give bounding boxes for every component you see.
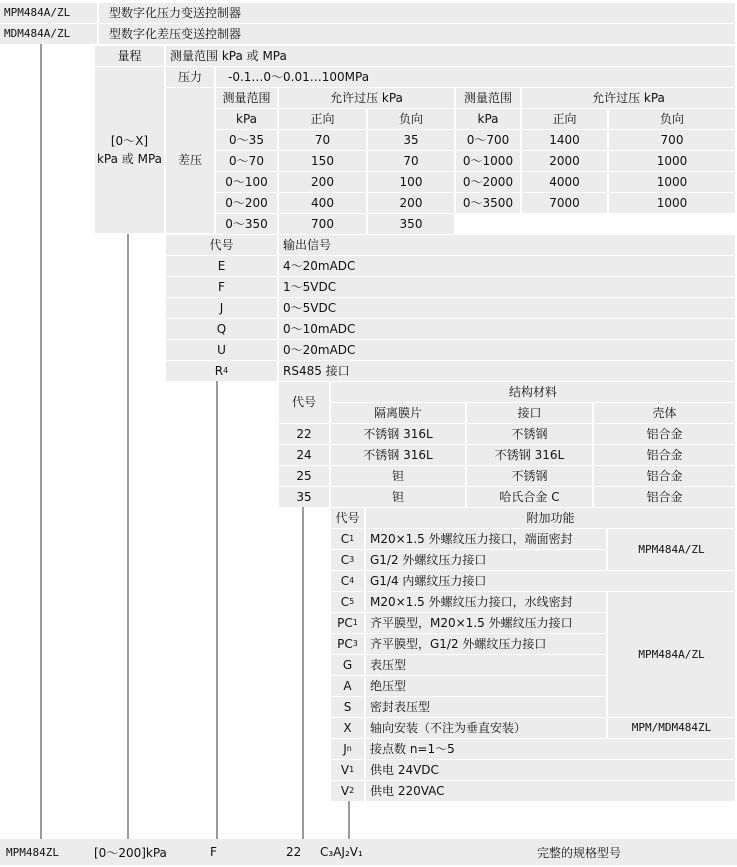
model-desc-1: 型数字化压力变送控制器: [99, 3, 735, 23]
function-desc: G1/4 内螺纹压力接口: [366, 571, 735, 591]
example-label: 完整的规格型号: [537, 845, 622, 860]
guide-line-material: [302, 507, 304, 839]
function-code: X: [331, 718, 364, 738]
material-cell: 铝合金: [594, 424, 735, 444]
material-cell: 哈氏合金 C: [467, 487, 592, 507]
diff-cell: 0～70: [216, 151, 277, 171]
example-material: 22: [286, 845, 302, 859]
diff-cell: 0～2000: [456, 172, 520, 192]
function-code: PC 1: [331, 613, 364, 633]
output-code: F: [166, 277, 277, 297]
function-desc: G1/2 外螺纹压力接口: [366, 550, 606, 570]
function-desc: 轴向安装（不注为垂直安装）: [366, 718, 606, 738]
material-cell: 钽: [331, 466, 465, 486]
diff-cell: 35: [368, 130, 454, 150]
diff-header-range-2: 测量范围: [456, 88, 520, 108]
diff-pressure-label: 差压: [166, 88, 214, 233]
function-note: MPM/MDM484ZL: [608, 718, 735, 738]
diff-cell: 1400: [522, 130, 607, 150]
diff-subheader: 负向: [609, 109, 735, 129]
output-signal: 0～20mADC: [279, 340, 735, 360]
model-code-2: MDM484A/ZL: [0, 24, 97, 44]
material-cell: 铝合金: [594, 445, 735, 465]
material-header: 壳体: [594, 403, 735, 423]
function-note: MPM484A/ZL: [608, 529, 735, 570]
diff-cell: 2000: [522, 151, 607, 171]
material-cell: 不锈钢: [467, 424, 592, 444]
material-cell: 钽: [331, 487, 465, 507]
function-code: V 1: [331, 760, 364, 780]
function-desc: 绝压型: [366, 676, 606, 696]
guide-line-output: [216, 381, 218, 839]
guide-line-model: [40, 44, 42, 839]
function-code: J n: [331, 739, 364, 759]
diff-cell: 0～35: [216, 130, 277, 150]
function-code: A: [331, 676, 364, 696]
function-code: C 3: [331, 550, 364, 570]
diff-cell: 200: [279, 172, 366, 192]
output-code: J: [166, 298, 277, 318]
function-code: V 2: [331, 781, 364, 801]
function-title: 附加功能: [366, 508, 735, 528]
function-desc: 齐平膜型，M20×1.5 外螺纹压力接口: [366, 613, 606, 633]
example-model: MPM484ZL: [6, 845, 59, 859]
diff-cell: 200: [368, 193, 454, 213]
function-desc: 密封表压型: [366, 697, 606, 717]
function-code: C 5: [331, 592, 364, 612]
example-range: [0～200]kPa: [94, 845, 167, 860]
diff-cell: 4000: [522, 172, 607, 192]
material-code: 25: [279, 466, 329, 486]
diff-cell: 0～3500: [456, 193, 520, 213]
material-cell: 不锈钢 316L: [331, 445, 465, 465]
example-functions: C₃AJ₂V₁: [320, 845, 363, 859]
material-cell: 不锈钢 316L: [331, 424, 465, 444]
function-code: G: [331, 655, 364, 675]
material-code: 35: [279, 487, 329, 507]
material-header: 接口: [467, 403, 592, 423]
material-title: 结构材料: [331, 382, 735, 402]
output-signal: RS485 接口: [279, 361, 735, 381]
diff-cell: 400: [279, 193, 366, 213]
material-cell: 不锈钢 316L: [467, 445, 592, 465]
range-code: [0～X] kPa 或 MPa: [95, 67, 164, 233]
output-signal: 0～10mADC: [279, 319, 735, 339]
material-code: 24: [279, 445, 329, 465]
function-desc: M20×1.5 外螺纹压力接口，端面密封: [366, 529, 606, 549]
function-code: C 1: [331, 529, 364, 549]
diff-cell: 0～1000: [456, 151, 520, 171]
guide-line-functions: [348, 797, 350, 839]
diff-cell: 0～700: [456, 130, 520, 150]
diff-subheader: 正向: [522, 109, 607, 129]
function-code: C 4: [331, 571, 364, 591]
diff-cell: 0～350: [216, 214, 277, 234]
function-desc: M20×1.5 外螺纹压力接口，水线密封: [366, 592, 606, 612]
output-signal-header: 输出信号: [279, 235, 735, 255]
output-signal: 1～5VDC: [279, 277, 735, 297]
model-code-1: MPM484A/ZL: [0, 3, 97, 23]
material-cell: 铝合金: [594, 487, 735, 507]
diff-cell: 0～100: [216, 172, 277, 192]
material-header: 隔离膜片: [331, 403, 465, 423]
function-desc: 齐平膜型，G1/2 外螺纹压力接口: [366, 634, 606, 654]
diff-subheader: kPa: [456, 109, 520, 129]
material-code: 22: [279, 424, 329, 444]
pressure-label: 压力: [166, 67, 214, 87]
diff-cell: 700: [609, 130, 735, 150]
diff-header-overload-2: 允许过压 kPa: [522, 88, 735, 108]
diff-cell: 1000: [609, 151, 735, 171]
diff-header-overload-1: 允许过压 kPa: [279, 88, 454, 108]
material-cell: 铝合金: [594, 466, 735, 486]
diff-cell: 0～200: [216, 193, 277, 213]
example-output: F: [210, 845, 217, 859]
guide-line-range: [127, 234, 129, 839]
output-code: U: [166, 340, 277, 360]
function-desc: 接点数 n=1～5: [366, 739, 735, 759]
output-code: E: [166, 256, 277, 276]
function-note: MPM484A/ZL: [608, 592, 735, 717]
diff-cell: 70: [279, 130, 366, 150]
output-code: R 4: [166, 361, 277, 381]
function-code-header: 代号: [331, 508, 364, 528]
output-code: Q: [166, 319, 277, 339]
range-desc: 测量范围 kPa 或 MPa: [166, 46, 735, 66]
diff-cell: 1000: [609, 193, 735, 213]
output-signal: 0～5VDC: [279, 298, 735, 318]
diff-cell: 700: [279, 214, 366, 234]
diff-subheader: kPa: [216, 109, 277, 129]
function-desc: 表压型: [366, 655, 606, 675]
output-code-header: 代号: [166, 235, 277, 255]
output-signal: 4～20mADC: [279, 256, 735, 276]
function-code: S: [331, 697, 364, 717]
function-code: PC 3: [331, 634, 364, 654]
function-desc: 供电 24VDC: [366, 760, 735, 780]
diff-subheader: 正向: [279, 109, 366, 129]
diff-subheader: 负向: [368, 109, 454, 129]
diff-cell: 70: [368, 151, 454, 171]
diff-cell: 1000: [609, 172, 735, 192]
material-code-header: 代号: [279, 382, 329, 423]
diff-cell: 7000: [522, 193, 607, 213]
diff-header-range-1: 测量范围: [216, 88, 277, 108]
pressure-range: -0.1…0～0.01…100MPa: [216, 67, 735, 87]
model-desc-2: 型数字化差压变送控制器: [99, 24, 735, 44]
diff-cell: 100: [368, 172, 454, 192]
range-label: 量程: [95, 46, 164, 66]
material-cell: 不锈钢: [467, 466, 592, 486]
function-desc: 供电 220VAC: [366, 781, 735, 801]
diff-cell: 150: [279, 151, 366, 171]
diff-cell: 350: [368, 214, 454, 234]
